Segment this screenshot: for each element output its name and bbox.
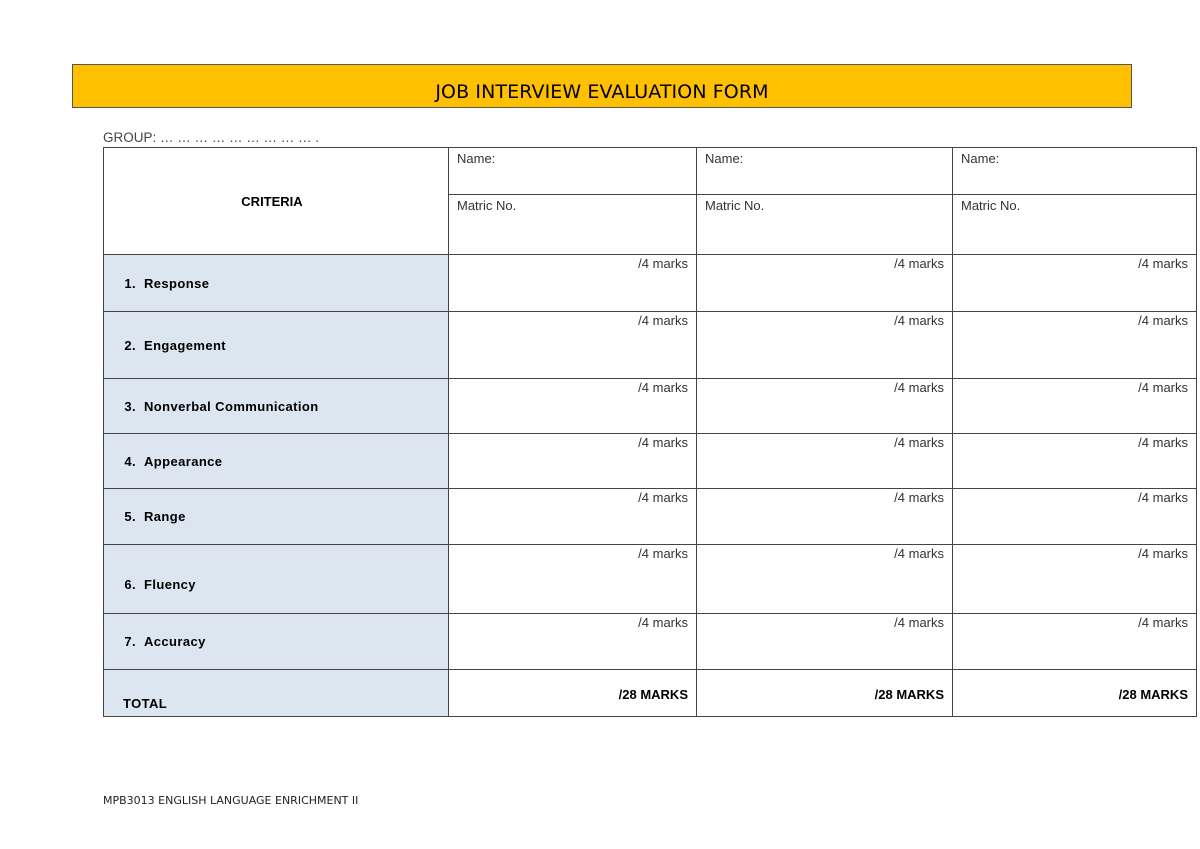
student-1-name-field[interactable]: Name: xyxy=(449,148,697,195)
header-row-names xyxy=(104,148,1197,195)
student-3-score-cell[interactable]: /4 marks xyxy=(953,489,1197,545)
student-3-score-cell[interactable]: /4 marks xyxy=(953,614,1197,670)
total-label: TOTAL xyxy=(104,670,449,717)
student-3-score-cell[interactable]: /4 marks xyxy=(953,545,1197,614)
criterion-row xyxy=(104,545,1197,614)
student-3-total-cell[interactable]: /28 MARKS xyxy=(953,670,1197,717)
student-2-name-field[interactable]: Name: xyxy=(697,148,953,195)
student-1-score-cell[interactable]: /4 marks xyxy=(449,379,697,434)
student-1-score-cell[interactable]: /4 marks xyxy=(449,545,697,614)
student-1-matric-field[interactable]: Matric No. xyxy=(449,195,697,255)
group-label: GROUP: … … … … … … … … … . xyxy=(103,130,320,145)
student-3-score-cell[interactable]: /4 marks xyxy=(953,434,1197,489)
criterion-label: 7. Accuracy xyxy=(104,614,449,670)
criterion-row xyxy=(104,379,1197,434)
student-3-matric-field[interactable]: Matric No. xyxy=(953,195,1197,255)
student-3-score-cell[interactable]: /4 marks xyxy=(953,379,1197,434)
student-1-score-cell[interactable]: /4 marks xyxy=(449,255,697,312)
criterion-label: 5. Range xyxy=(104,489,449,545)
criterion-label: 4. Appearance xyxy=(104,434,449,489)
student-2-score-cell[interactable]: /4 marks xyxy=(697,379,953,434)
student-2-matric-field[interactable]: Matric No. xyxy=(697,195,953,255)
total-row xyxy=(104,670,1197,717)
student-2-score-cell[interactable]: /4 marks xyxy=(697,312,953,379)
student-1-score-cell[interactable]: /4 marks xyxy=(449,489,697,545)
student-2-score-cell[interactable]: /4 marks xyxy=(697,545,953,614)
student-1-score-cell[interactable]: /4 marks xyxy=(449,434,697,489)
student-1-total-cell[interactable]: /28 MARKS xyxy=(449,670,697,717)
form-title-bar xyxy=(72,64,1132,108)
criterion-label: 2. Engagement xyxy=(104,312,449,379)
criterion-label: 1. Response xyxy=(104,255,449,312)
student-2-score-cell[interactable]: /4 marks xyxy=(697,255,953,312)
criterion-row xyxy=(104,614,1197,670)
criteria-header: CRITERIA xyxy=(104,148,449,255)
student-2-score-cell[interactable]: /4 marks xyxy=(697,614,953,670)
student-2-score-cell[interactable]: /4 marks xyxy=(697,434,953,489)
criterion-row xyxy=(104,489,1197,545)
student-3-score-cell[interactable]: /4 marks xyxy=(953,255,1197,312)
criterion-label: 3. Nonverbal Communication xyxy=(104,379,449,434)
form-title: JOB INTERVIEW EVALUATION FORM xyxy=(435,81,769,103)
criterion-row xyxy=(104,312,1197,379)
student-1-score-cell[interactable]: /4 marks xyxy=(449,614,697,670)
student-3-score-cell[interactable]: /4 marks xyxy=(953,312,1197,379)
student-3-name-field[interactable]: Name: xyxy=(953,148,1197,195)
evaluation-table xyxy=(103,147,1197,717)
criterion-label: 6. Fluency xyxy=(104,545,449,614)
criterion-row xyxy=(104,255,1197,312)
student-2-total-cell[interactable]: /28 MARKS xyxy=(697,670,953,717)
student-2-score-cell[interactable]: /4 marks xyxy=(697,489,953,545)
criterion-row xyxy=(104,434,1197,489)
student-1-score-cell[interactable]: /4 marks xyxy=(449,312,697,379)
page-footer: MPB3013 ENGLISH LANGUAGE ENRICHMENT II xyxy=(103,794,359,807)
